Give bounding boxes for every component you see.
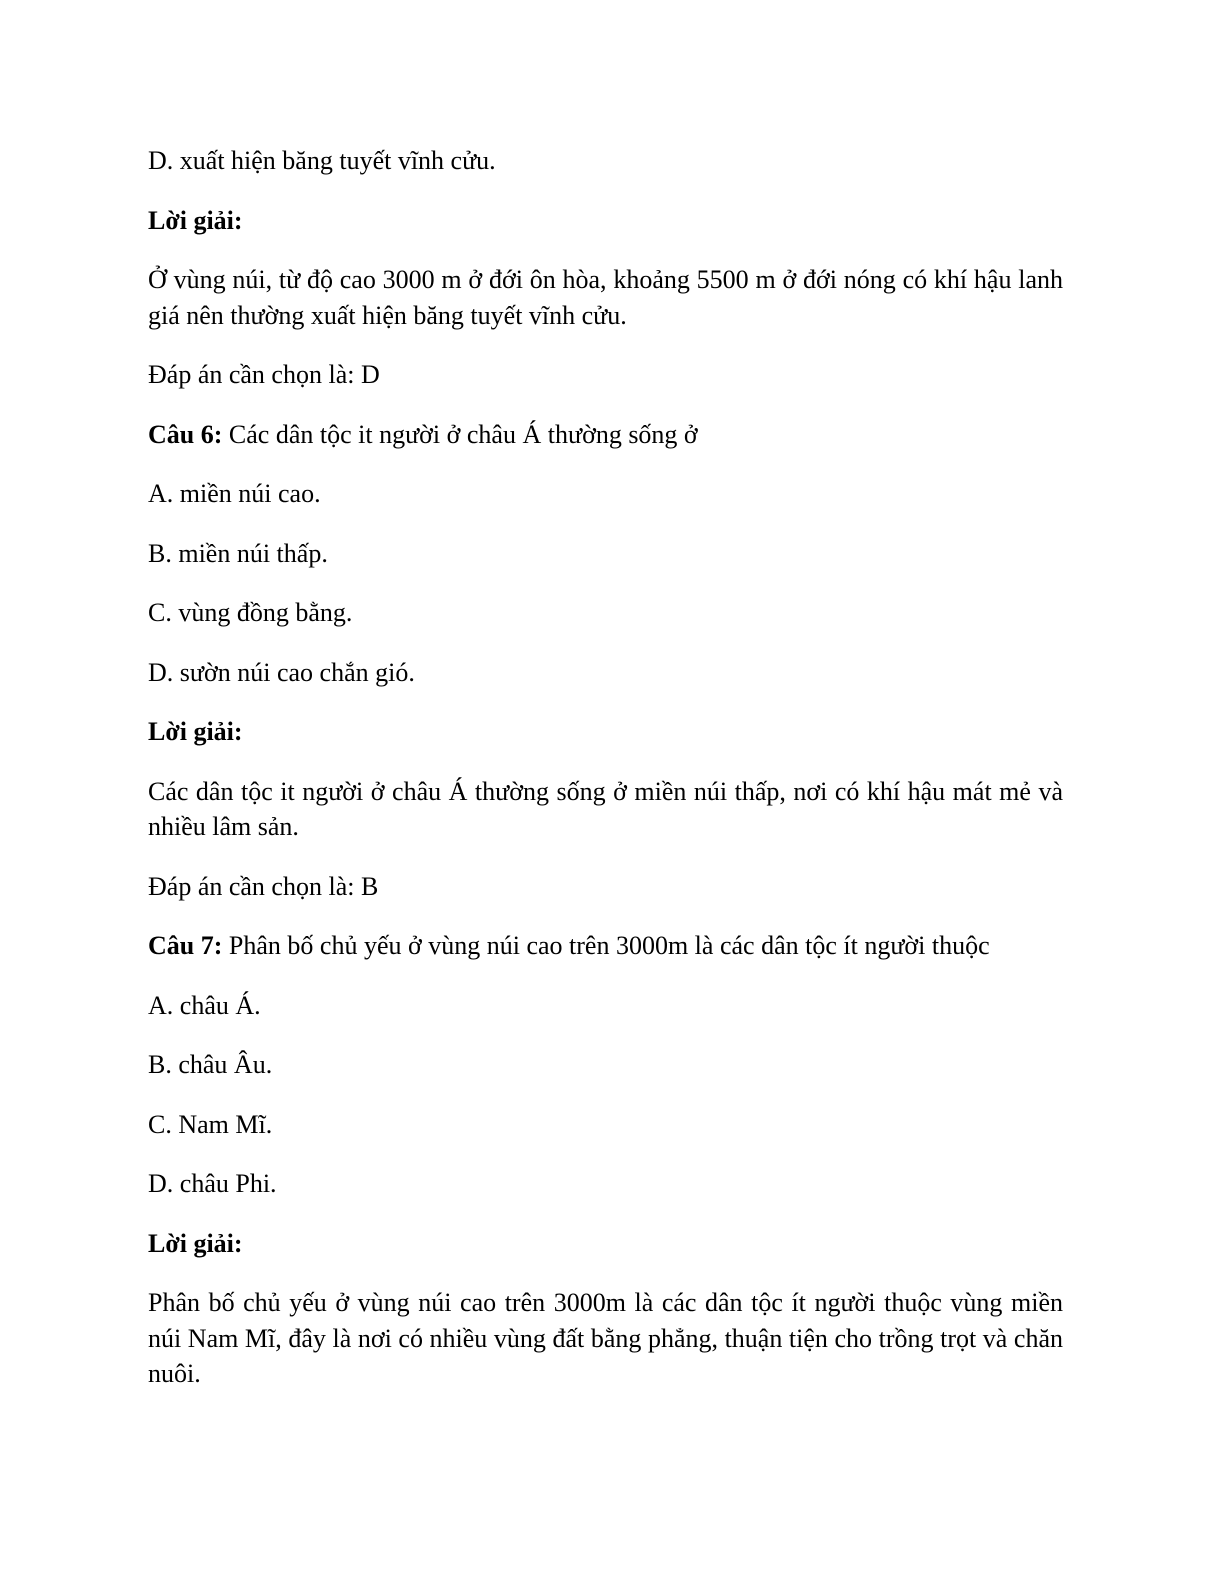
question-6 <box>148 417 1063 453</box>
question-7 <box>148 928 1063 964</box>
option-a-q7: A. châu Á. <box>148 990 261 1020</box>
explanation-q7: Phân bố chủ yếu ở vùng núi cao trên 3000m là các dân tộc ít người thuộc vùng miền núi Nam Mĩ, đây là nơi có nhiều vùng đất bằng phẳng, thuận tiện cho trồng trọt và chăn nuôi. <box>148 1288 1063 1388</box>
answer-q5: Đáp án cần chọn là: D <box>148 360 380 389</box>
option-d-q7: D. châu Phi. <box>148 1169 277 1198</box>
solution-heading-q6: Lời giải: <box>148 717 243 746</box>
solution-heading-q7: Lời giải: <box>148 1228 243 1258</box>
question-7-label: Câu 7: <box>148 931 223 960</box>
option-d-q6: D. sườn núi cao chắn gió. <box>148 657 415 687</box>
option-d-q5: D. xuất hiện băng tuyết vĩnh cửu. <box>148 146 496 175</box>
option-c-q7: C. Nam Mĩ. <box>148 1109 273 1139</box>
solution-heading-q5: Lời giải: <box>148 205 243 235</box>
option-c-q6: C. vùng đồng bằng. <box>148 598 353 627</box>
question-7-text: Phân bố chủ yếu ở vùng núi cao trên 3000m là các dân tộc ít người thuộc <box>222 931 990 960</box>
option-b-q7: B. châu Âu. <box>148 1050 273 1079</box>
question-6-text: Các dân tộc it người ở châu Á thường sống ở <box>222 419 698 449</box>
explanation-q5: Ở vùng núi, từ độ cao 3000 m ở đới ôn hòa, khoảng 5500 m ở đới nóng có khí hậu lanh giá nên thường xuất hiện băng tuyết vĩnh cửu. <box>148 265 1063 330</box>
option-a-q6: A. miền núi cao. <box>148 479 321 508</box>
option-b-q6: B. miền núi thấp. <box>148 538 328 568</box>
explanation-q6: Các dân tộc it người ở châu Á thường sống ở miền núi thấp, nơi có khí hậu mát mẻ và nhiều lâm sản. <box>148 776 1063 841</box>
document-page <box>148 143 1063 1416</box>
answer-q6: Đáp án cần chọn là: B <box>148 871 379 901</box>
question-6-label: Câu 6: <box>148 419 223 449</box>
